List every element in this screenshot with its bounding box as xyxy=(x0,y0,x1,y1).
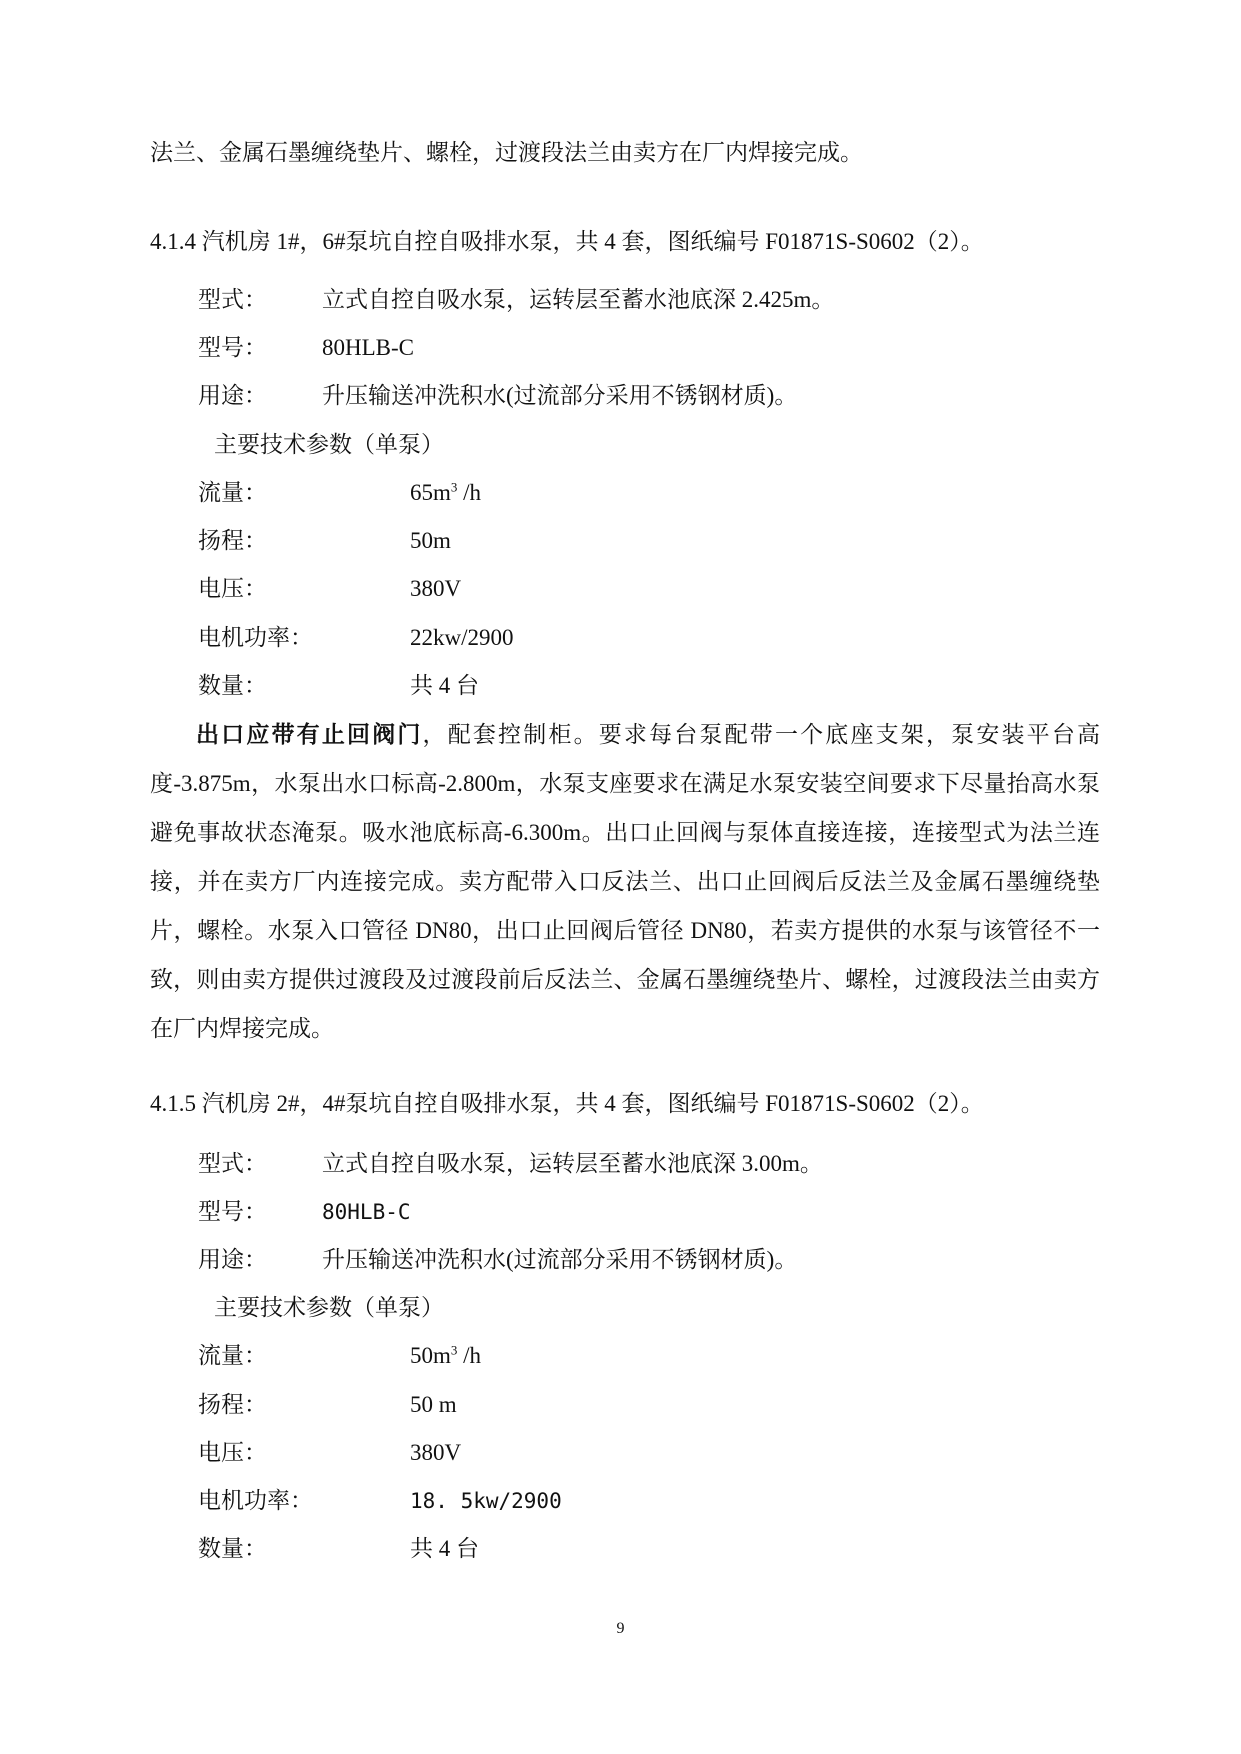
model-value: 80HLB-C xyxy=(322,1200,411,1224)
params-title: 主要技术参数（单泵） xyxy=(214,432,444,457)
use-label: 用途： xyxy=(198,1247,267,1272)
quantity-value: 共 4 台 xyxy=(410,673,479,698)
quantity-label: 数量： xyxy=(198,673,267,698)
model-value: 80HLB-C xyxy=(322,335,414,360)
quantity-label: 数量： xyxy=(198,1536,267,1561)
head-value: 50 m xyxy=(410,1392,457,1417)
power-label: 电机功率： xyxy=(198,1488,313,1513)
flow-value: $50m^3$ /h xyxy=(410,1342,482,1368)
params-title: 主要技术参数（单泵） xyxy=(214,1295,444,1320)
power-value: 18. 5kw/2900 xyxy=(410,1489,562,1513)
page-number: 9 xyxy=(616,1620,625,1637)
flow-value: $65m^3$ /h xyxy=(410,479,482,505)
quantity-value: 共 4 台 xyxy=(410,1536,479,1561)
head-label: 扬程： xyxy=(198,1392,267,1417)
power-value: 22kw/2900 xyxy=(410,625,514,650)
check-valve-emphasis: 出口应带有止回阀门 xyxy=(196,722,423,747)
type-label: 型式： xyxy=(198,1151,267,1176)
voltage-value: 380V xyxy=(410,1440,462,1465)
power-label: 电机功率： xyxy=(198,625,313,650)
use-value: 升压输送冲洗积水(过流部分采用不锈钢材质)。 xyxy=(322,383,798,408)
type-value: 立式自控自吸水泵，运转层至蓄水池底深 2.425m。 xyxy=(322,287,835,312)
type-label: 型式： xyxy=(198,287,267,312)
flow-label: 流量： xyxy=(198,480,267,505)
voltage-value: 380V xyxy=(410,576,462,601)
use-value: 升压输送冲洗积水(过流部分采用不锈钢材质)。 xyxy=(322,1247,798,1272)
voltage-label: 电压： xyxy=(198,576,267,601)
type-value: 立式自控自吸水泵，运转层至蓄水池底深 3.00m。 xyxy=(322,1151,823,1176)
requirements-paragraph: 出口应带有止回阀门，配套控制柜。要求每台泵配带一个底座支架，泵安装平台高度-3.875m，水泵出水口标高-2.800m，水泵支座要求在满足水泵安装空间要求下尽量抬高水泵避免事故状态淹泵。吸水池底标高-6.300m。出口止回阀与泵体直接连接，连接型式为法兰连接，并在卖方厂内连接完成。卖方配带入口反法兰、出口止回阀后反法兰及金属石墨缠绕垫片，螺栓。水泵入口管径 DN80，出口止回阀后管径 DN80，若卖方提供的水泵与该管径不一致，则由卖方提供过渡段及过渡段前后反法兰、金属石墨缠绕垫片、螺栓，过渡段法兰由卖方在厂内焊接完成。 xyxy=(150,722,1101,1041)
section-4-1-4-heading: 4.1.4 汽机房 1#，6#泵坑自控自吸排水泵，共 4 套，图纸编号 F01871S-S0602（2）。 xyxy=(150,229,984,254)
voltage-label: 电压： xyxy=(198,1440,267,1465)
section-4-1-5-heading: 4.1.5 汽机房 2#，4#泵坑自控自吸排水泵，共 4 套，图纸编号 F01871S-S0602（2）。 xyxy=(150,1091,984,1116)
head-value: 50m xyxy=(410,528,451,553)
model-label: 型号： xyxy=(198,335,267,360)
flow-label: 流量： xyxy=(198,1343,267,1368)
continuation-line: 法兰、金属石墨缠绕垫片、螺栓，过渡段法兰由卖方在厂内焊接完成。 xyxy=(150,140,863,165)
head-label: 扬程： xyxy=(198,528,267,553)
model-label: 型号： xyxy=(198,1199,267,1224)
use-label: 用途： xyxy=(198,383,267,408)
